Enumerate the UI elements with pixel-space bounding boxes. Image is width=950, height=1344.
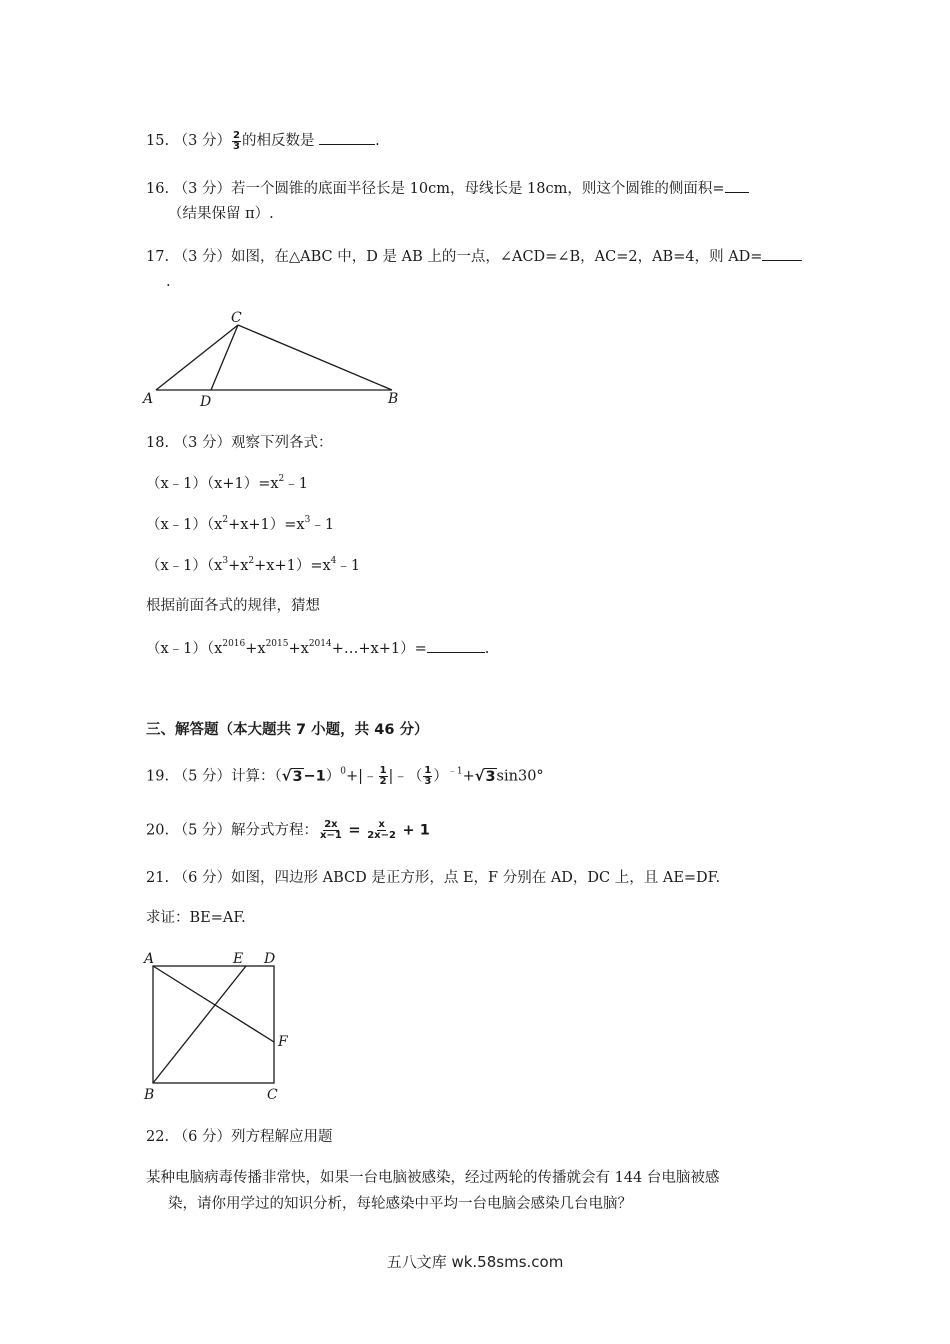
question-16	[146, 178, 749, 199]
segment-cb	[238, 325, 392, 390]
question-21	[146, 868, 720, 888]
eq3-part-d: ﹣1	[336, 558, 361, 574]
q16-text2: （结果保留 π）.	[168, 206, 274, 222]
label-a: A	[144, 951, 155, 967]
q15-number: 15.	[146, 133, 170, 149]
eq2-part-c: ﹣1	[310, 517, 335, 533]
eq3-part-b: +x	[228, 558, 249, 574]
q16-text: 若一个圆锥的底面半径长是 10cm，母线长是 18cm，则这个圆锥的侧面积=	[231, 181, 725, 197]
q17-score: （3 分）	[173, 249, 232, 265]
label-a: A	[143, 391, 154, 407]
q20-score: （5 分）	[173, 822, 232, 839]
eq2-exp2: 3	[304, 515, 311, 525]
q18-equation-3	[146, 556, 360, 576]
q22-text: 列方程解应用题	[231, 1129, 333, 1145]
q22-body-1	[146, 1168, 719, 1188]
q19-half-den: 2	[379, 776, 387, 787]
q16-score: （3 分）	[173, 181, 232, 197]
q19-part2: |﹣（	[388, 768, 423, 785]
q18-guess-text: 根据前面各式的规律，猜想	[146, 598, 320, 614]
question-16-line2	[168, 204, 274, 224]
eq3-part-a: （x﹣1）（x	[146, 558, 223, 574]
q19-third-num: 1	[424, 765, 432, 776]
q22-number: 22.	[146, 1129, 170, 1145]
question-22	[146, 1127, 333, 1147]
q19-fraction-third	[423, 766, 432, 787]
q19-minus-one: −1	[303, 768, 326, 785]
eq3-part-c: +x+1）=x	[254, 558, 331, 574]
segment-be	[153, 966, 246, 1083]
eq4-exp1: 2016	[222, 639, 246, 649]
q19-part1: +|﹣	[346, 768, 378, 785]
q19-sqrt-term: √3−1	[281, 768, 326, 785]
q15-end: .	[375, 133, 380, 149]
label-d: D	[200, 394, 212, 410]
q19-exp1: ﹣1	[447, 766, 463, 777]
eq2-part-a: （x﹣1）（x	[146, 517, 223, 533]
label-d: D	[264, 951, 276, 967]
question-20	[146, 820, 430, 841]
eq3-exp2: 2	[248, 556, 255, 566]
question-15	[146, 130, 380, 152]
question-19	[146, 766, 544, 787]
question-18	[146, 433, 333, 453]
triangle-figure	[140, 305, 410, 410]
q15-text: 的相反数是	[241, 133, 315, 149]
eq4-part-b: +x	[245, 641, 266, 657]
q21-text: 如图，四边形 ABCD 是正方形，点 E，F 分别在 AD，DC 上，且 AE=DF.	[231, 870, 721, 886]
q19-sqrt-value: 3	[292, 768, 303, 785]
q18-equation-1	[146, 474, 308, 494]
footer-text: 五八文库 wk.58sms.com	[386, 1253, 564, 1271]
square-abcd	[153, 966, 274, 1083]
q18-score: （3 分）	[173, 435, 232, 451]
q19-sqrt-term-2: √3	[474, 768, 496, 785]
q19-fraction-half	[379, 766, 388, 787]
q17-number: 17.	[146, 249, 170, 265]
q21-score: （6 分）	[173, 870, 232, 886]
eq4-end: .	[484, 641, 490, 657]
q19-number: 19.	[146, 768, 170, 785]
q20-left-fraction	[319, 820, 343, 841]
section-3-heading	[146, 720, 428, 740]
label-c: C	[231, 310, 242, 326]
eq3-exp3: 4	[330, 556, 337, 566]
eq1-part-b: ﹣1	[284, 476, 309, 492]
eq2-part-b: +x+1）=x	[228, 517, 305, 533]
q20-left-num: 2x	[324, 819, 338, 830]
q20-plus-one: + 1	[402, 822, 430, 839]
q17-answer-blank[interactable]	[762, 246, 802, 261]
q19-part3: ）	[433, 768, 448, 785]
q17-text: 如图，在△ABC 中，D 是 AB 上的一点，∠ACD=∠B，AC=2，AB=4，则 AD=	[231, 249, 763, 265]
q15-answer-blank[interactable]	[319, 130, 375, 145]
eq4-part-d: +…+x+1）=	[331, 641, 427, 657]
q15-frac-den: 3	[233, 140, 240, 152]
q20-right-den: 2x−2	[367, 830, 396, 841]
q15-frac-num: 2	[233, 129, 240, 141]
q19-text: 计算：（	[231, 768, 282, 785]
eq4-part-c: +x	[288, 641, 309, 657]
square-figure	[140, 945, 295, 1105]
eq2-exp1: 2	[222, 515, 229, 525]
q21-number: 21.	[146, 870, 170, 886]
q17-end: .	[166, 274, 171, 290]
eq4-exp3: 2014	[308, 639, 332, 649]
q19-sqrt2-value: 3	[485, 768, 496, 785]
segment-cd	[211, 325, 238, 390]
label-b: B	[388, 391, 399, 407]
q18-answer-blank[interactable]	[427, 638, 485, 653]
q16-number: 16.	[146, 181, 170, 197]
q20-text: 解分式方程：	[231, 822, 319, 839]
q19-rparen: ）	[325, 768, 341, 785]
q20-right-num: x	[378, 819, 385, 830]
label-f: F	[278, 1034, 288, 1050]
q22-body-2	[168, 1194, 632, 1214]
q19-score: （5 分）	[173, 768, 232, 785]
eq1-part-a: （x﹣1）（x+1）=x	[146, 476, 279, 492]
eq4-part-a: （x﹣1）（x	[146, 641, 223, 657]
question-17-line2	[166, 272, 171, 292]
eq1-exp: 2	[278, 474, 285, 484]
q18-number: 18.	[146, 435, 170, 451]
q18-equation-2	[146, 515, 334, 535]
q19-exp0: 0	[340, 766, 347, 777]
q21-prove	[146, 908, 246, 928]
q20-right-fraction	[366, 820, 397, 841]
eq4-exp2: 2015	[265, 639, 289, 649]
q22-body2-text: 染，请你用学过的知识分析，每轮感染中平均一台电脑会感染几台电脑？	[168, 1196, 632, 1212]
q20-left-den: x−1	[320, 830, 342, 841]
q18-guess	[146, 596, 320, 616]
label-b: B	[144, 1087, 155, 1103]
q21-prove-text: 求证：BE=AF.	[146, 910, 246, 926]
q18-text: 观察下列各式：	[231, 435, 333, 451]
eq3-exp1: 3	[222, 556, 229, 566]
q15-fraction	[232, 131, 241, 152]
question-17	[146, 246, 802, 267]
q19-part4: +	[462, 768, 475, 785]
footer-watermark	[0, 1251, 950, 1272]
q22-score: （6 分）	[173, 1129, 232, 1145]
q16-answer-blank[interactable]	[725, 178, 749, 193]
label-c: C	[267, 1087, 278, 1103]
segment-af	[153, 966, 274, 1042]
q20-number: 20.	[146, 822, 170, 839]
q19-half-num: 1	[379, 765, 387, 776]
q15-score: （3 分）	[173, 133, 232, 149]
label-e: E	[233, 951, 244, 967]
q22-body1-text: 某种电脑病毒传播非常快，如果一台电脑被感染，经过两轮的传播就会有 144 台电脑被感	[146, 1170, 720, 1186]
q18-equation-4	[146, 638, 489, 659]
q19-tail: sin30°	[496, 768, 544, 785]
section-3-text: 三、解答题（本大题共 7 小题，共 46 分）	[146, 722, 429, 738]
segment-ac	[156, 325, 238, 390]
q19-third-den: 3	[424, 776, 432, 787]
q20-equals: =	[348, 822, 361, 839]
